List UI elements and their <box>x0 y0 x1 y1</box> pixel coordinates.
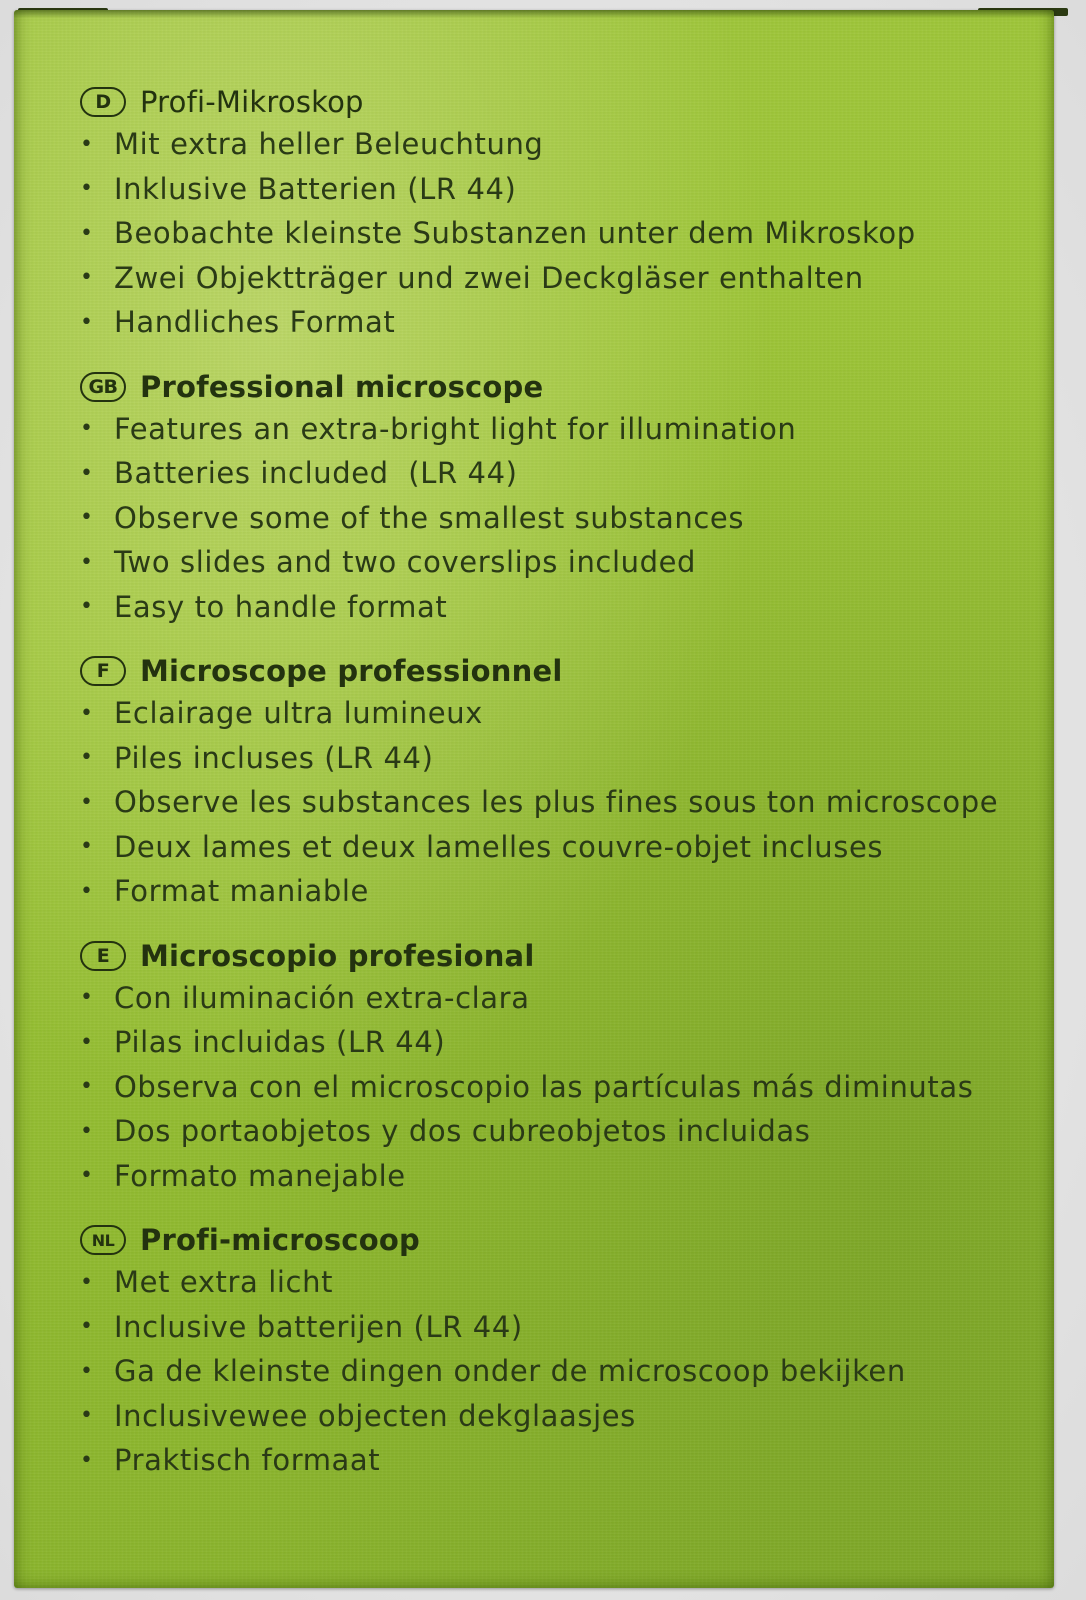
bullet-icon: • <box>80 220 94 246</box>
section-title: Microscopio profesional <box>140 938 535 973</box>
list-item-text: Pilas incluidas (LR 44) <box>114 1025 446 1060</box>
list-item-text: Two slides and two coverslips included <box>114 545 697 580</box>
section-title: Profi-microscoop <box>140 1223 420 1257</box>
list-item <box>80 300 1014 345</box>
section-heading <box>80 82 1014 122</box>
bullet-icon: • <box>80 789 94 815</box>
list-item-text: Formato manejable <box>114 1158 406 1193</box>
feature-list <box>80 407 1014 630</box>
bullet-icon: • <box>80 131 94 157</box>
language-badge: E <box>80 941 126 971</box>
list-item <box>80 540 1014 585</box>
list-item-text: Observe les substances les plus fines sous ton microscope <box>114 785 999 820</box>
bullet-icon: • <box>80 985 94 1011</box>
list-item-text: Met extra licht <box>114 1265 334 1300</box>
section-title: Profi-Mikroskop <box>140 85 364 119</box>
bullet-icon: • <box>80 549 94 575</box>
list-item <box>80 976 1014 1021</box>
bullet-icon: • <box>80 265 94 291</box>
list-item <box>80 1305 1014 1350</box>
bullet-icon: • <box>80 505 94 531</box>
list-item <box>80 451 1014 496</box>
list-item-text: Dos portaobjetos y dos cubreobjetos incluidas <box>114 1114 811 1149</box>
feature-list <box>80 976 1014 1199</box>
section-heading <box>80 1220 1014 1260</box>
bullet-icon: • <box>80 416 94 442</box>
section-french <box>80 651 1014 914</box>
list-item-text: Observe some of the smallest substances <box>114 500 745 535</box>
list-item <box>80 1260 1014 1305</box>
list-item <box>80 869 1014 914</box>
list-item-text: Easy to handle format <box>114 589 448 624</box>
list-item-text: Mit extra heller Beleuchtung <box>114 127 544 162</box>
list-item <box>80 407 1014 452</box>
list-item-text: Inklusive Batterien (LR 44) <box>114 171 517 206</box>
bullet-icon: • <box>80 1118 94 1144</box>
list-item <box>80 585 1014 630</box>
list-item <box>80 780 1014 825</box>
section-title: Professional microscope <box>140 369 544 404</box>
list-item-text: Inclusivewee objecten dekglaasjes <box>114 1398 636 1433</box>
bullet-icon: • <box>80 745 94 771</box>
list-item-text: Zwei Objektträger und zwei Deckgläser enthalten <box>114 260 864 295</box>
bullet-icon: • <box>80 1074 94 1100</box>
list-item-text: Format maniable <box>114 874 369 909</box>
bullet-icon: • <box>80 834 94 860</box>
list-item-text: Con iluminación extra-clara <box>114 980 530 1015</box>
bullet-icon: • <box>80 1447 94 1473</box>
list-item <box>80 167 1014 212</box>
list-item-text: Inclusive batterijen (LR 44) <box>114 1309 523 1344</box>
bullet-icon: • <box>80 309 94 335</box>
section-dutch <box>80 1220 1014 1483</box>
list-item <box>80 211 1014 256</box>
section-heading <box>80 936 1014 976</box>
list-item-text: Piles incluses (LR 44) <box>114 740 434 775</box>
list-item <box>80 825 1014 870</box>
list-item <box>80 1154 1014 1199</box>
bullet-icon: • <box>80 878 94 904</box>
list-item <box>80 122 1014 167</box>
product-box-back <box>14 10 1054 1588</box>
language-badge: NL <box>80 1225 126 1255</box>
bullet-icon: • <box>80 1403 94 1429</box>
bullet-icon: • <box>80 1029 94 1055</box>
list-item-text: Deux lames et deux lamelles couvre-objet incluses <box>114 829 884 864</box>
language-badge: D <box>80 87 126 117</box>
bullet-icon: • <box>80 594 94 620</box>
feature-list <box>80 1260 1014 1483</box>
bullet-icon: • <box>80 460 94 486</box>
section-spanish <box>80 936 1014 1199</box>
bullet-icon: • <box>80 1314 94 1340</box>
list-item <box>80 256 1014 301</box>
bullet-icon: • <box>80 700 94 726</box>
feature-list <box>80 122 1014 345</box>
list-item <box>80 1438 1014 1483</box>
list-item <box>80 496 1014 541</box>
section-english <box>80 367 1014 630</box>
multilingual-feature-list <box>80 82 1014 1505</box>
bullet-icon: • <box>80 1269 94 1295</box>
section-heading <box>80 651 1014 691</box>
list-item-text: Handliches Format <box>114 305 396 340</box>
list-item-text: Ga de kleinste dingen onder de microscoop bekijken <box>114 1354 906 1389</box>
list-item-text: Praktisch formaat <box>114 1443 381 1478</box>
list-item-text: Features an extra-bright light for illumination <box>114 411 797 446</box>
list-item <box>80 1020 1014 1065</box>
list-item-text: Eclairage ultra lumineux <box>114 696 483 731</box>
list-item <box>80 1065 1014 1110</box>
list-item-text: Batteries included (LR 44) <box>114 456 518 491</box>
bullet-icon: • <box>80 1358 94 1384</box>
section-heading <box>80 367 1014 407</box>
list-item-text: Observa con el microscopio las partículas más diminutas <box>114 1069 974 1104</box>
language-badge: F <box>80 656 126 686</box>
bullet-icon: • <box>80 176 94 202</box>
list-item <box>80 736 1014 781</box>
list-item <box>80 1349 1014 1394</box>
feature-list <box>80 691 1014 914</box>
language-badge: GB <box>80 372 126 402</box>
list-item <box>80 691 1014 736</box>
bullet-icon: • <box>80 1163 94 1189</box>
list-item-text: Beobachte kleinste Substanzen unter dem Mikroskop <box>114 216 916 251</box>
list-item <box>80 1394 1014 1439</box>
section-title: Microscope professionnel <box>140 654 563 688</box>
section-german <box>80 82 1014 345</box>
list-item <box>80 1109 1014 1154</box>
